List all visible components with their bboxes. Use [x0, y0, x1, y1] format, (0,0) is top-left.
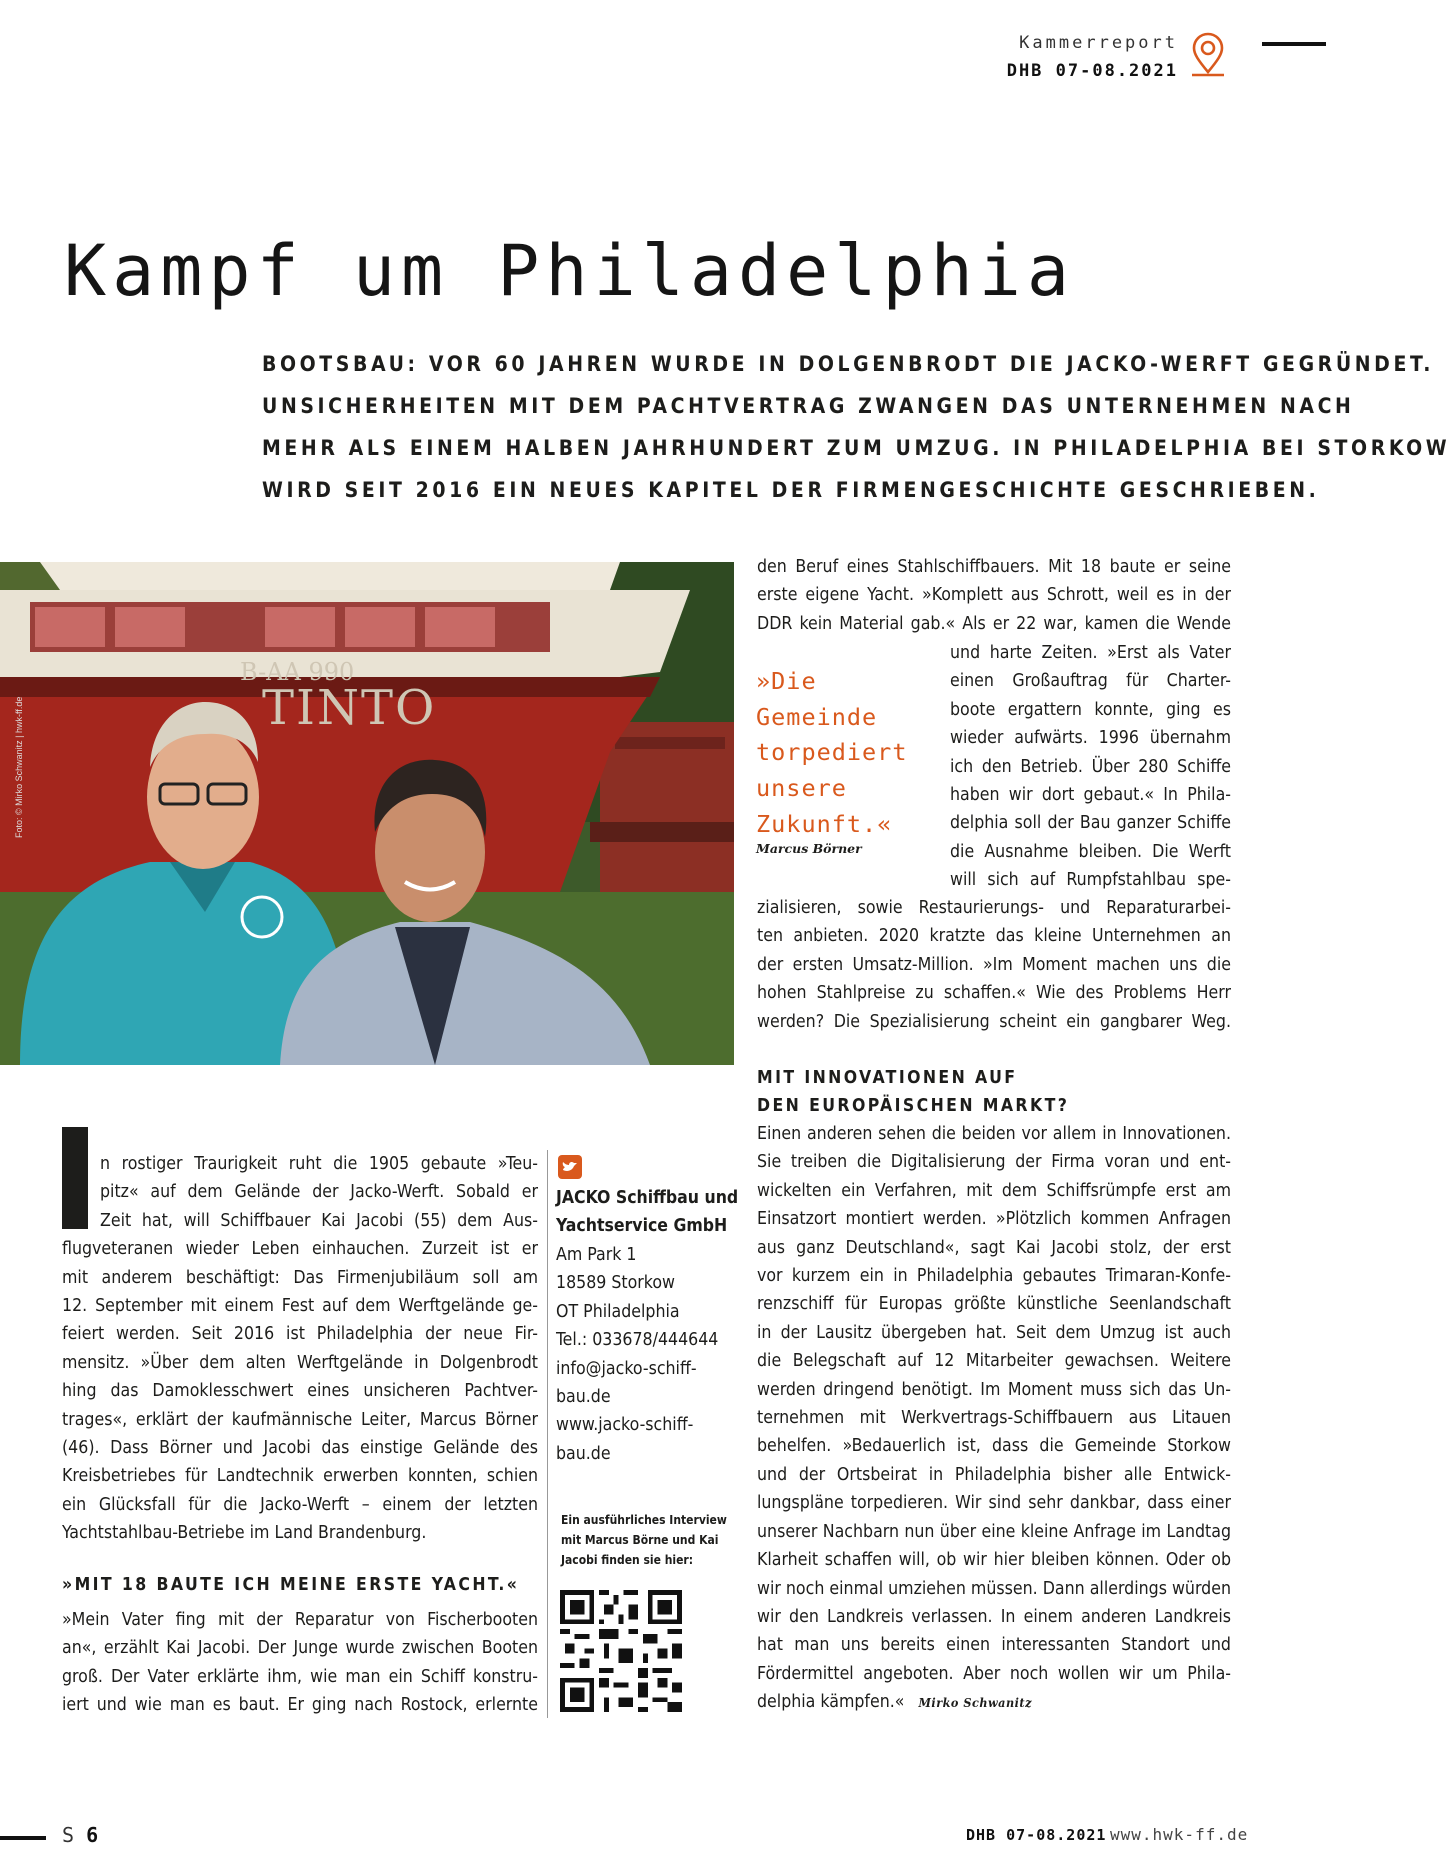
- text-line: die Ausnahme bleiben. Die Werft: [950, 841, 1231, 862]
- footer-rule: [0, 1836, 46, 1840]
- text-line: den Beruf eines Stahlschiffbauers. Mit 18 baute er seine: [757, 557, 1231, 577]
- company-name-line: Yachtservice GmbH: [556, 1216, 728, 1237]
- section-label: Kammerreport: [1019, 33, 1178, 53]
- website-link[interactable]: www.jacko-schiff-: [556, 1415, 694, 1436]
- text-line: wickelten ein Verfahren, mit dem Schiffsrümpfe erst am: [757, 1180, 1231, 1201]
- text-line: vor kurzem ein in Philadelphia gebautes Trimaran-Konfe-: [757, 1266, 1231, 1287]
- text-line: hohen Stahlpreise zu schaffen.« Wie des Problems Herr: [757, 983, 1231, 1004]
- text-line: Kreisbetriebes für Landtechnik erwerben konnten, schien: [62, 1466, 538, 1487]
- text-line: groß. Der Vater erklärte ihm, wie man ein Schiff konstru-: [62, 1666, 538, 1687]
- body-column-1b: [62, 1606, 538, 1720]
- text-line: haben wir dort gebaut.« In Phila-: [950, 785, 1231, 806]
- text-line: hing das Damoklesschwert eines unsicheren Pachtver-: [62, 1381, 538, 1402]
- text-line: behelfen. »Bedauerlich ist, dass die Gemeinde Storkow: [757, 1436, 1231, 1457]
- article-title: Kampf um Philadelphia: [64, 230, 1076, 312]
- address-line: 18589 Storkow: [556, 1273, 675, 1294]
- boat-registration: B-AA 990: [240, 658, 355, 686]
- email-link[interactable]: info@jacko-schiff-: [556, 1358, 697, 1379]
- text-line: Einsatzort montiert werden. »Plötzlich kommen Anfragen: [757, 1209, 1231, 1230]
- text-line: »Mein Vater fing mit der Reparatur von Fischerbooten: [62, 1610, 538, 1630]
- text-line: Fördermittel angeboten. Aber noch wollen wir um Phila-: [757, 1663, 1231, 1684]
- quote-line: unsere: [756, 774, 847, 803]
- text-line: wir den Landkreis verlassen. In einem anderen Landkreis: [757, 1606, 1231, 1627]
- text-line: und der Ortsbeirat in Philadelphia bisher alle Entwick-: [757, 1464, 1231, 1485]
- author-signature: Mirko Schwanitz: [918, 1695, 1032, 1711]
- text-line: mit anderem beschäftigt: Das Firmenjubiläum soll am: [62, 1267, 538, 1288]
- text-line: wir noch einmal umziehen müssen. Dann allerdings würden: [757, 1578, 1231, 1599]
- text-line: wieder aufwärts. 1996 übernahm: [950, 728, 1231, 749]
- text-line: trages«, erklärt der kaufmännische Leiter, Marcus Börner: [62, 1409, 538, 1430]
- company-name: [556, 1184, 738, 1241]
- text-line: Zeit hat, will Schiffbauer Kai Jacobi (55) dem Aus-: [100, 1210, 538, 1231]
- quote-author: Marcus Börner: [756, 841, 862, 856]
- text-line: mensitz. »Über dem alten Werftgelände in Dolgenbrodt: [62, 1352, 538, 1373]
- page-number-value: 6: [86, 1823, 99, 1847]
- note-line: Ein ausführliches Interview: [561, 1513, 727, 1527]
- text-line-end: delphia kämpfen.«: [757, 1692, 905, 1713]
- body-column-2d: [757, 1120, 1231, 1718]
- text-line: ternehmen mit Werkvertrags-Schiffbauern aus Litauen: [757, 1408, 1231, 1429]
- lead-line: WIRD SEIT 2016 EIN NEUES KAPITEL DER FIRMENGESCHICHTE GESCHRIEBEN.: [262, 478, 1320, 502]
- subheading-line: DEN EUROPÄISCHEN MARKT?: [757, 1096, 1070, 1117]
- qr-code[interactable]: [560, 1590, 682, 1712]
- text-line: der ersten Umsatz-Million. »Im Moment machen uns die: [757, 954, 1231, 975]
- text-line: feiert werden. Seit 2016 ist Philadelphia der neue Fir-: [62, 1324, 538, 1345]
- pull-quote: [756, 664, 907, 843]
- text-line-last: [757, 1688, 1231, 1717]
- text-line: Yachtstahlbau-Betriebe im Land Brandenburg.: [62, 1523, 427, 1544]
- text-line: aus ganz Deutschland«, sagt Kai Jacobi stolz, der erst: [757, 1237, 1231, 1258]
- subheading-first-yacht: »MIT 18 BAUTE ICH MEINE ERSTE YACHT.«: [62, 1575, 520, 1595]
- page-number: [62, 1823, 98, 1847]
- body-column-2c: [757, 894, 1231, 1036]
- subheading-line: MIT INNOVATIONEN AUF: [757, 1068, 1018, 1088]
- text-line: boote ergattern konnte, ging es: [950, 699, 1231, 720]
- page-prefix: S: [62, 1823, 75, 1847]
- text-line: an«, erzählt Kai Jacobi. Der Junge wurde zwischen Booten: [62, 1638, 538, 1659]
- quote-line: »Die: [756, 667, 817, 695]
- header-rule: [1262, 42, 1326, 46]
- lead-line: BOOTSBAU: VOR 60 JAHREN WURDE IN DOLGENBRODT DIE JACKO-WERFT GEGRÜNDET.: [262, 352, 1435, 376]
- footer-url[interactable]: www.hwk-ff.de: [1110, 1825, 1249, 1844]
- lead-line: MEHR ALS EINEM HALBEN JAHRHUNDERT ZUM UMZUG. IN PHILADELPHIA BEI STORKOW: [262, 436, 1450, 460]
- website-link[interactable]: bau.de: [556, 1443, 611, 1464]
- text-line: und harte Zeiten. »Erst als Vater: [950, 643, 1231, 663]
- body-column-2a: [757, 553, 1231, 638]
- text-line: lungspläne torpedieren. Wir sind sehr dankbar, dass einer: [757, 1493, 1231, 1514]
- text-line: ten anbieten. 2020 kratzte das kleine Unternehmen an: [757, 926, 1231, 947]
- photo-credit: Foto: © Mirko Schwanitz | hwk-ff.de: [14, 696, 24, 838]
- text-line: flugveteranen wieder Leben einhauchen. Zurzeit ist er: [62, 1239, 538, 1260]
- address-line: Am Park 1: [556, 1245, 637, 1265]
- issue-label: DHB 07-08.2021: [1006, 61, 1178, 81]
- text-line: Klarheit schaffen will, ob wir hier bleiben können. Oder ob: [757, 1550, 1231, 1571]
- text-line: werden? Die Spezialisierung scheint ein gangbarer Weg.: [757, 1011, 1231, 1032]
- text-line: zialisieren, sowie Restaurierungs- und Reparaturarbei-: [757, 898, 1231, 918]
- text-line: DDR kein Material gab.« Als er 22 war, kamen die Wende: [757, 613, 1231, 634]
- text-line: unserer Nachbarn nun über eine kleine Anfrage im Landtag: [757, 1521, 1231, 1542]
- text-line: werden dringend benötigt. Im Moment muss sich das Un-: [757, 1379, 1231, 1400]
- note-line: Jacobi finden sie hier:: [561, 1553, 694, 1567]
- text-line: erste eigene Yacht. »Komplett aus Schrott, weil es in der: [757, 585, 1231, 606]
- text-line: ein Glücksfall für die Jacko-Werft – einem der letzten: [62, 1494, 538, 1515]
- text-line: die Belegschaft auf 12 Mitarbeiter gewachsen. Weitere: [757, 1351, 1231, 1372]
- interview-note: [561, 1510, 727, 1570]
- subheading-innovation: [757, 1064, 1069, 1121]
- twitter-bird-icon: [558, 1155, 582, 1179]
- text-line: will sich auf Rumpfstahlbau spe-: [950, 870, 1231, 891]
- quote-line: Zukunft.«: [756, 809, 893, 838]
- location-pin-icon: [1188, 34, 1228, 78]
- text-line: ich den Betrieb. Über 280 Schiffe: [950, 756, 1231, 777]
- note-line: mit Marcus Börne und Kai: [561, 1533, 719, 1547]
- text-line: einen Großauftrag für Charter-: [950, 671, 1231, 692]
- company-name-line: JACKO Schiffbau und: [556, 1188, 739, 1208]
- text-line: renzschiff für Europas größte künstliche Seenlandschaft: [757, 1294, 1231, 1315]
- article-photo: [0, 562, 734, 1065]
- email-link[interactable]: bau.de: [556, 1387, 611, 1408]
- body-column-1: [62, 1150, 538, 1548]
- article-lead: [262, 343, 1450, 511]
- quote-line: torpediert: [756, 738, 908, 767]
- text-line: delphia soll der Bau ganzer Schiffe: [950, 813, 1231, 834]
- text-line: 12. September mit einem Fest auf dem Werftgelände ge-: [62, 1296, 538, 1317]
- footer-issue: DHB 07-08.2021: [966, 1826, 1107, 1844]
- text-line: hat man uns bereits einen interessanten Standort und: [757, 1635, 1231, 1656]
- address-line: OT Philadelphia: [556, 1301, 680, 1322]
- body-column-2b: [950, 639, 1231, 895]
- text-line: Sie treiben die Digitalisierung der Firma voran und ent-: [757, 1152, 1231, 1173]
- infobox-divider: [547, 1150, 548, 1718]
- phone-number[interactable]: Tel.: 033678/444644: [556, 1330, 719, 1351]
- text-line: n rostiger Traurigkeit ruht die 1905 gebaute »Teu-: [100, 1154, 538, 1174]
- company-address: [556, 1241, 718, 1468]
- text-line: (46). Dass Börner und Jacobi das einstige Gelände des: [62, 1438, 538, 1459]
- quote-line: Gemeinde: [756, 702, 878, 731]
- text-line: iert und wie man es baut. Er ging nach Rostock, erlernte: [62, 1695, 538, 1716]
- lead-line: UNSICHERHEITEN MIT DEM PACHTVERTRAG ZWANGEN DAS UNTERNEHMEN NACH: [262, 394, 1355, 418]
- text-line: pitz« auf dem Gelände der Jacko-Werft. Sobald er: [100, 1182, 538, 1203]
- text-line: Einen anderen sehen die beiden vor allem in Innovationen.: [757, 1124, 1231, 1144]
- text-line: in der Lausitz übergeben hat. Seit dem Umzug ist auch: [757, 1322, 1231, 1343]
- boat-name: TINTO: [262, 680, 437, 736]
